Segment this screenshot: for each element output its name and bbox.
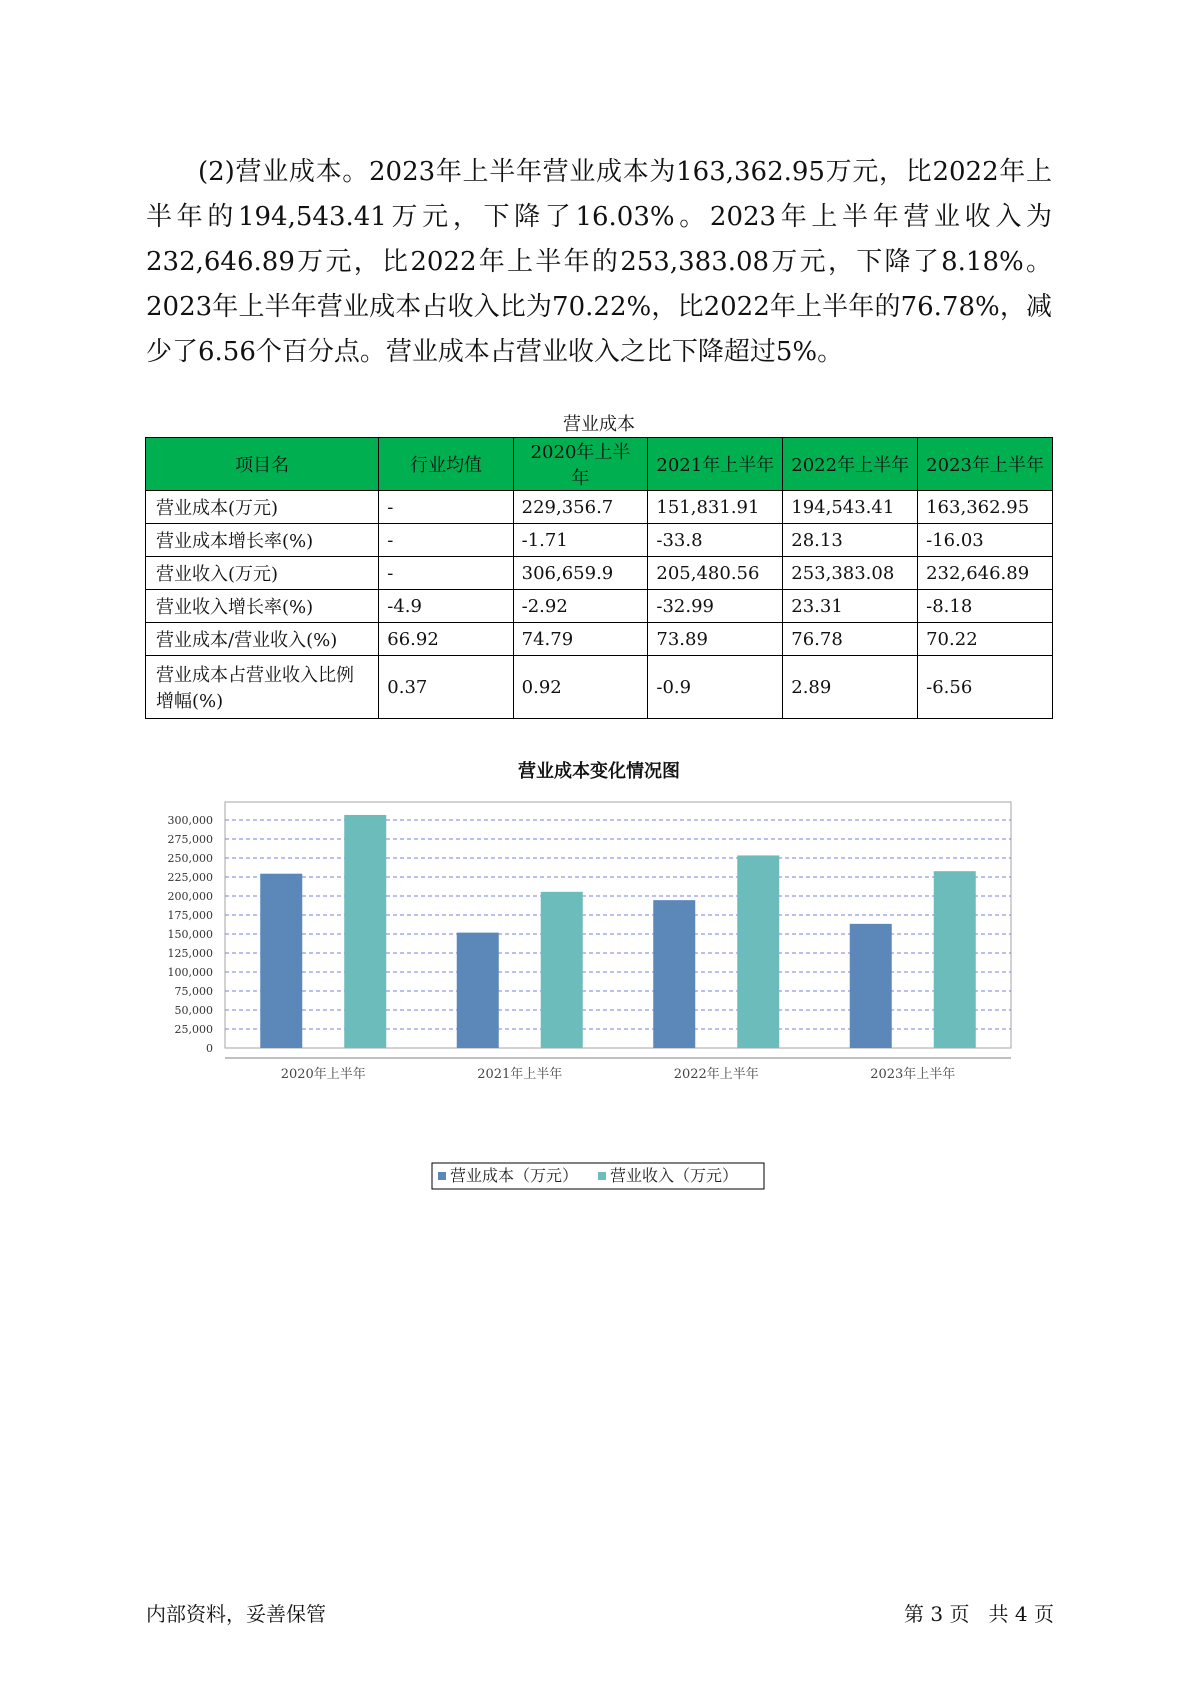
y-tick-label: 225,000 [167,871,213,884]
legend-swatch [598,1172,606,1180]
table-cell: 229,356.7 [513,491,648,524]
bar [934,871,976,1048]
table-cell: -2.92 [513,590,648,623]
header-cell: 行业均值 [379,438,513,491]
table-cell: 66.92 [379,623,513,656]
chart-title: 营业成本变化情况图 [518,761,680,782]
bar [653,900,695,1048]
header-cell: 项目名 [146,438,379,491]
table-cell: 163,362.95 [918,491,1053,524]
table-row [146,656,1053,719]
bar [541,892,583,1048]
header-cell: 2022年上半年 [783,438,918,491]
bar [260,874,302,1048]
page-number: 第 3 页 [904,1602,970,1626]
table-cell: - [379,491,513,524]
table-cell: 0.37 [379,656,513,719]
table-cell: - [379,524,513,557]
row-label: 营业成本占营业收入比例增幅(%) [146,656,379,719]
table-cell: 151,831.91 [648,491,783,524]
table-cell: -8.18 [918,590,1053,623]
x-tick-label: 2021年上半年 [477,1067,563,1082]
body-text [146,150,1052,375]
table-cell: 253,383.08 [783,557,918,590]
header-cell: 2021年上半年 [648,438,783,491]
x-tick-label: 2023年上半年 [870,1067,956,1082]
row-label: 营业成本(万元) [146,491,379,524]
cost-bar-chart [146,780,1052,1210]
y-tick-label: 125,000 [167,947,213,960]
legend-swatch [438,1172,446,1180]
table-cell: -4.9 [379,590,513,623]
x-tick-label: 2022年上半年 [673,1067,759,1082]
bar [850,924,892,1048]
table-cell: 73.89 [648,623,783,656]
cost-table [145,437,1053,719]
table-cell: 194,543.41 [783,491,918,524]
footer-page-info [904,1598,1054,1627]
bar [344,815,386,1048]
y-tick-label: 250,000 [167,852,213,865]
table-row [146,491,1053,524]
row-label: 营业成本/营业收入(%) [146,623,379,656]
table-row [146,557,1053,590]
table-cell: -33.8 [648,524,783,557]
legend-label: 营业收入（万元） [610,1166,739,1185]
table-cell: 70.22 [918,623,1053,656]
table-cell: 28.13 [783,524,918,557]
row-label: 营业收入增长率(%) [146,590,379,623]
y-tick-label: 175,000 [167,909,213,922]
table-cell: 23.31 [783,590,918,623]
footer-note: 内部资料，妥善保管 [146,1602,326,1626]
table-cell: 0.92 [513,656,648,719]
table-cell: 2.89 [783,656,918,719]
header-cell: 2020年上半年 [513,438,648,491]
table-cell: 205,480.56 [648,557,783,590]
table-cell: -1.71 [513,524,648,557]
legend-label: 营业成本（万元） [450,1166,579,1185]
page-total: 共 4 页 [988,1602,1054,1626]
y-tick-label: 300,000 [167,814,213,827]
table-cell: -0.9 [648,656,783,719]
table-cell: -6.56 [918,656,1053,719]
y-tick-label: 25,000 [174,1023,213,1036]
cost-paragraph: (2)营业成本。2023年上半年营业成本为163,362.95万元，比2022年上半年的194,543.41万元，下降了16.03%。2023年上半年营业收入为232,646.89万元，比2022年上半年的253,383.08万元，下降了8.18%。2023年上半年营业成本占收入比为70.22%，比2022年上半年的76.78%，减少了6.56个百分点。营业成本占营业收入之比下降超过5%。 [146,157,1052,367]
table-row [146,524,1053,557]
table-cell: - [379,557,513,590]
bar [737,855,779,1048]
table-cell: 232,646.89 [918,557,1053,590]
row-label: 营业成本增长率(%) [146,524,379,557]
table-cell: 76.78 [783,623,918,656]
table-cell: 74.79 [513,623,648,656]
table-cell: 306,659.9 [513,557,648,590]
table-row [146,623,1053,656]
y-tick-label: 50,000 [174,1004,213,1017]
y-tick-label: 275,000 [167,833,213,846]
bar [457,933,499,1048]
table-cell: -32.99 [648,590,783,623]
table-cell: -16.03 [918,524,1053,557]
table-header-row [146,438,1053,491]
table-title: 营业成本 [563,414,635,435]
y-tick-label: 150,000 [167,928,213,941]
y-tick-label: 100,000 [167,966,213,979]
table-row [146,590,1053,623]
y-tick-label: 200,000 [167,890,213,903]
header-cell: 2023年上半年 [918,438,1053,491]
x-tick-label: 2020年上半年 [280,1067,366,1082]
row-label: 营业收入(万元) [146,557,379,590]
y-tick-label: 75,000 [174,985,213,998]
y-tick-label: 0 [206,1042,213,1055]
